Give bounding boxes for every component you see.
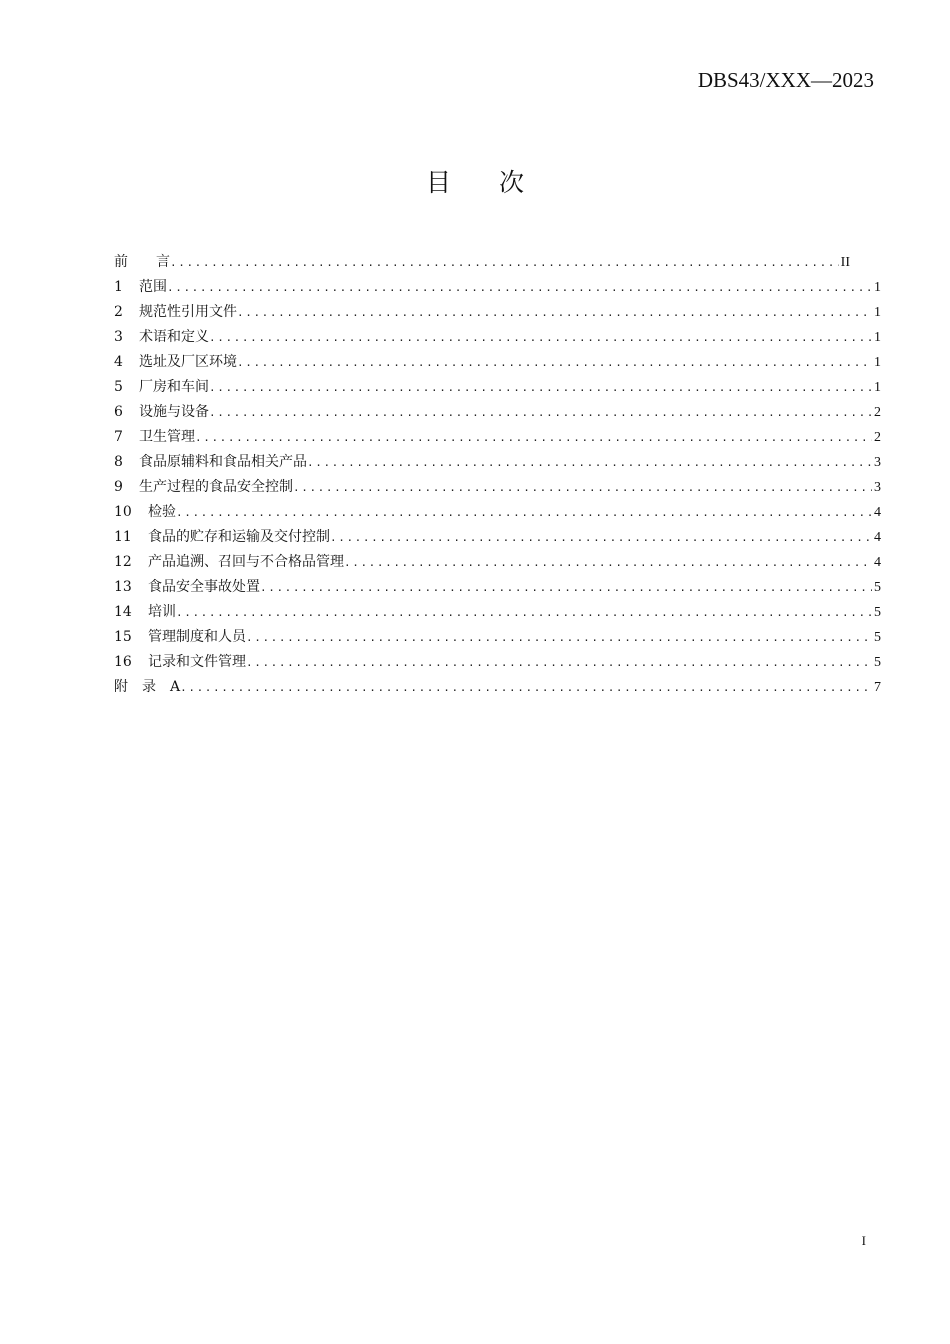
dot-leader <box>176 500 872 525</box>
toc-entry[interactable] <box>114 675 881 700</box>
toc-entry-number: 7 <box>114 429 123 445</box>
dot-leader <box>209 400 872 425</box>
dot-leader <box>330 525 872 550</box>
toc-entry-page: 3 <box>874 480 881 495</box>
dot-leader <box>237 350 872 375</box>
toc-entry-number: 15 <box>114 629 132 645</box>
toc-entry-number: 16 <box>114 654 132 670</box>
dot-leader <box>246 625 872 650</box>
toc-entry[interactable] <box>114 350 881 375</box>
toc-entry-page: 1 <box>874 355 881 370</box>
toc-entry-label: 生产过程的食品安全控制 <box>139 479 293 495</box>
toc-entry-number: 6 <box>114 404 123 420</box>
toc-entry[interactable] <box>114 300 881 325</box>
toc-entry[interactable] <box>114 375 881 400</box>
toc-entry-page: 5 <box>874 630 881 645</box>
toc-entry-page: 2 <box>874 405 881 420</box>
dot-leader <box>246 650 872 675</box>
toc-entry-label: 设施与设备 <box>139 404 209 420</box>
toc-entry[interactable] <box>114 575 881 600</box>
toc-entry-page: 4 <box>874 555 881 570</box>
dot-leader <box>307 450 872 475</box>
title-char-1: 目 <box>425 168 451 197</box>
dot-leader <box>237 300 872 325</box>
toc-entry[interactable] <box>114 475 881 500</box>
toc-entry[interactable] <box>114 400 881 425</box>
dot-leader <box>260 575 872 600</box>
dot-leader <box>293 475 872 500</box>
toc-entry-number: 11 <box>114 529 132 545</box>
toc-entry[interactable] <box>114 625 881 650</box>
toc-entry-label: 前 言 <box>114 254 170 270</box>
toc-entry-number: 5 <box>114 379 123 395</box>
page-number: I <box>861 1233 866 1248</box>
dot-leader <box>176 600 872 625</box>
toc-entry-label: 厂房和车间 <box>139 379 209 395</box>
toc-entry[interactable] <box>114 500 881 525</box>
toc-entry-page: 7 <box>874 680 881 695</box>
toc-entry[interactable] <box>114 275 881 300</box>
toc-entry-page: 1 <box>874 380 881 395</box>
toc-entry-number: 13 <box>114 579 132 595</box>
toc-entry-label: 管理制度和人员 <box>148 629 246 645</box>
toc-entry[interactable] <box>114 550 881 575</box>
dot-leader <box>167 275 872 300</box>
toc-entry[interactable] <box>114 600 881 625</box>
toc-entry-page: 1 <box>874 280 881 295</box>
toc-entry[interactable] <box>114 425 881 450</box>
toc-entry-label: 检验 <box>148 504 176 520</box>
toc-entry-label: 食品原辅料和食品相关产品 <box>139 454 307 470</box>
toc-entry-page: 4 <box>874 505 881 520</box>
dot-leader <box>180 675 872 700</box>
document-id: DBS43/XXX—2023 <box>697 68 874 92</box>
dot-leader <box>170 250 839 275</box>
toc-entry-label: 范围 <box>139 279 167 295</box>
toc-entry-label: 卫生管理 <box>139 429 195 445</box>
dot-leader <box>209 375 872 400</box>
toc-entry[interactable] <box>114 450 881 475</box>
toc-entry-number: 12 <box>114 554 132 570</box>
dot-leader <box>344 550 872 575</box>
toc-entry-page: 1 <box>874 330 881 345</box>
toc-entry-number: 4 <box>114 354 123 370</box>
dot-leader <box>195 425 872 450</box>
toc-entry-page: 5 <box>874 580 881 595</box>
toc-entry-page: II <box>840 255 850 270</box>
toc-entry-page: 3 <box>874 455 881 470</box>
toc-entry-number: 1 <box>114 279 123 295</box>
toc-entry[interactable] <box>114 525 881 550</box>
toc-entry-label: 食品的贮存和运输及交付控制 <box>148 529 330 545</box>
toc-entry[interactable] <box>114 650 881 675</box>
toc-entry-page: 2 <box>874 430 881 445</box>
page-title <box>0 163 950 199</box>
toc-entry-number: 2 <box>114 304 123 320</box>
toc-entry-page: 5 <box>874 605 881 620</box>
toc-entry-number: 9 <box>114 479 123 495</box>
toc-entry-label: 记录和文件管理 <box>148 654 246 670</box>
toc-entry[interactable] <box>114 325 881 350</box>
toc-entry-number: 14 <box>114 604 132 620</box>
toc-entry-number: 8 <box>114 454 123 470</box>
dot-leader <box>209 325 872 350</box>
toc-entry-page: 1 <box>874 305 881 320</box>
toc-entry-label: 产品追溯、召回与不合格品管理 <box>148 554 344 570</box>
toc-entry-number: 10 <box>114 504 132 520</box>
toc-entry-label: 选址及厂区环境 <box>139 354 237 370</box>
title-char-2: 次 <box>499 168 525 197</box>
table-of-contents <box>114 250 881 700</box>
toc-entry[interactable] <box>114 250 850 275</box>
toc-entry-label: 附 录 A <box>114 679 181 695</box>
toc-entry-page: 4 <box>874 530 881 545</box>
toc-entry-label: 培训 <box>148 604 176 620</box>
toc-entry-label: 术语和定义 <box>139 329 209 345</box>
toc-entry-page: 5 <box>874 655 881 670</box>
toc-entry-number: 3 <box>114 329 123 345</box>
toc-entry-label: 规范性引用文件 <box>139 304 237 320</box>
toc-entry-label: 食品安全事故处置 <box>148 579 260 595</box>
